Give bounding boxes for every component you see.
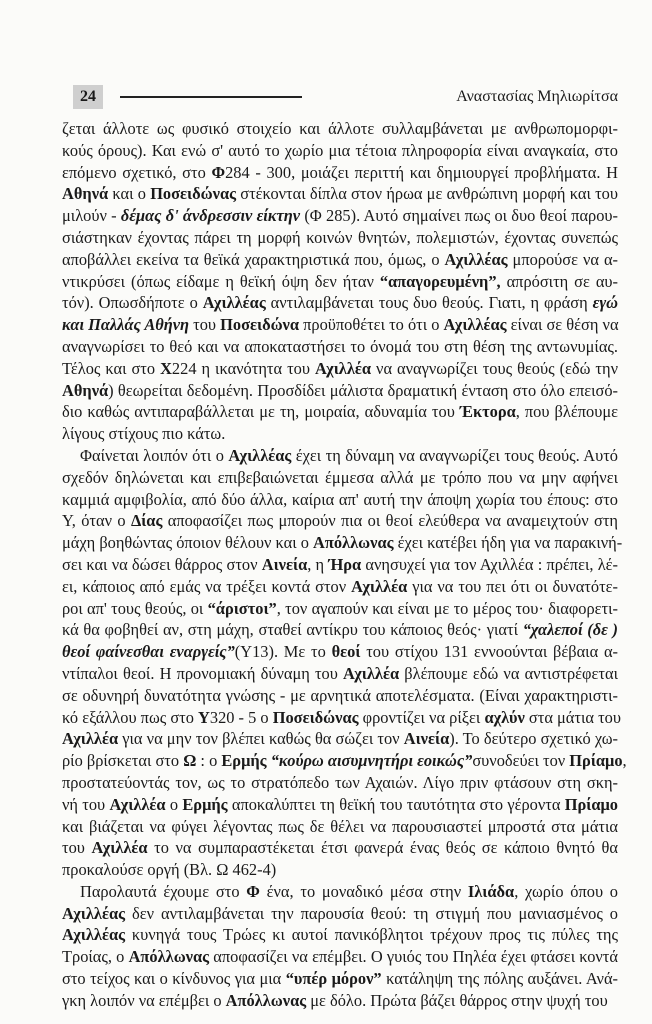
text-line xyxy=(62,445,618,467)
emphasized-text: Ποσειδώνα xyxy=(220,315,300,335)
text-line xyxy=(62,598,618,620)
text-line xyxy=(62,881,618,903)
text-line xyxy=(62,118,618,140)
text-line xyxy=(62,968,618,990)
emphasized-text: Αχιλλέας xyxy=(62,903,126,923)
text-run: σε οδυνηρή δυνατότητα γνώσης - με αρνητικά αποτελέσματα. (Είναι χαρακτηριστι- xyxy=(62,685,618,705)
text-run: αναγνωρίσει το θεό και να αποκαταστήσει το όνομά του στη θέση της αντωνυμίας. xyxy=(62,336,618,356)
text-run: ο xyxy=(165,794,183,814)
emphasized-text: Πρίαμο xyxy=(569,751,623,771)
text-line xyxy=(62,489,618,511)
text-run: και ο xyxy=(108,184,151,204)
text-line xyxy=(62,903,618,925)
text-run: , η xyxy=(307,554,329,574)
emphasized-text: “χαλεποί (δε ) xyxy=(522,620,618,640)
emphasized-text: Αχιλλέας xyxy=(202,293,266,313)
emphasized-text: Αινεία xyxy=(403,729,450,749)
text-line xyxy=(62,728,618,750)
text-line xyxy=(62,183,618,205)
text-run: 320 - 5 ο xyxy=(209,707,273,727)
text-run: του στίχου 131 εννοούνται βέβαια α- xyxy=(360,642,618,662)
text-run: το να συμπαραστέκεται έτσι φανερά ένας θεός σε κάποιο θνητό θα xyxy=(147,838,618,858)
text-run: έχει τη δύναμη να αναγνωρίζει τους θεούς. Αυτό xyxy=(291,445,618,465)
text-run: κυνηγά τους Τρώες κι αυτοί πανικόβλητοι τρέχουν προς τις πύλες της xyxy=(125,925,618,945)
text-line xyxy=(62,946,618,968)
text-line xyxy=(62,663,618,685)
text-run: αποβάλλει εκείνα τα θεϊκά χαρακτηριστικά που, όμως, ο xyxy=(62,249,445,269)
text-run: κό εξάλλου πως στο xyxy=(62,707,199,727)
text-run: Τέλος και στο xyxy=(62,358,161,378)
text-run: προκαλούσε οργή (Βλ. Ω 462-4) xyxy=(62,860,277,880)
text-run: αποφασίζει να επέμβει. Ο γυιός του Πηλέα έχει φτάσει κοντά xyxy=(209,947,618,967)
text-line xyxy=(62,641,618,663)
emphasized-text: Ποσειδώνας xyxy=(272,707,359,727)
emphasized-text: Αχιλλέας xyxy=(62,925,126,945)
text-run: καμμιά αμφιβολία, από δύο άλλα, καίρια απ' αυτή την άποψη χωρία του έπους: στο xyxy=(62,489,618,509)
text-line xyxy=(62,336,618,358)
text-run: Παρολαυτά έχουμε στο xyxy=(80,881,247,901)
emphasized-text: Αινεία xyxy=(261,554,308,574)
text-run: δεν αντιλαμβάνεται την παρουσία θεού: τη στιγμή που μανιασμένος ο xyxy=(125,903,618,923)
text-run: , που βλέπουμε xyxy=(515,402,618,422)
emphasized-text: Αθηνά xyxy=(62,184,109,204)
text-line xyxy=(62,707,621,729)
emphasized-text: Αθηνά xyxy=(62,380,109,400)
text-run: συνοδεύει τον xyxy=(472,751,570,771)
emphasized-text: Αχιλλέας xyxy=(228,445,292,465)
emphasized-text: Υ xyxy=(198,707,210,727)
text-line xyxy=(62,140,618,162)
text-run: επόμενο σχετικό, στο xyxy=(62,162,212,182)
text-run: να αναγνωρίζει τους θεούς (εδώ την xyxy=(371,358,618,378)
text-run: ρίο βρίσκεται στο xyxy=(62,751,184,771)
text-run: είναι σε θέση να xyxy=(506,315,619,335)
text-line xyxy=(62,750,627,772)
text-run: ντίπαλοι θεοί. Η προνομιακή δύναμη του xyxy=(62,663,344,683)
text-line xyxy=(62,510,618,532)
emphasized-text: “κούρω αισυμνητήρι εοικώς” xyxy=(270,751,473,771)
text-line xyxy=(62,423,618,445)
text-run: απρόσιτη σε αυ- xyxy=(500,271,618,291)
text-run: μάχη βοηθώντας όποιον θέλουν και ο xyxy=(62,533,314,553)
text-run: , τον αγαπούν και είναι με το μέρος του· διαφορετι- xyxy=(276,598,618,618)
text-run: (Υ13). Με το xyxy=(234,642,332,662)
text-run: του xyxy=(62,838,92,858)
text-run: : ο xyxy=(196,751,222,771)
text-line xyxy=(62,467,618,489)
emphasized-text: Ερμής xyxy=(221,751,267,771)
emphasized-text: εγώ xyxy=(592,293,618,313)
text-run: του xyxy=(189,315,221,335)
emphasized-text: “απαγορευμένη”, xyxy=(379,271,501,291)
text-run: ανησυχεί για τον Αχιλλέα : πρέπει, λέ- xyxy=(361,554,618,574)
emphasized-text: Αχιλλέας xyxy=(444,249,508,269)
text-run: και βιάζεται να φύγει λέγοντας πως δε θέλει να παρουσιαστεί μπροστά στα μάτια xyxy=(62,816,618,836)
text-run: κούς όρους). Και ενώ σ' αυτό το χωρίο μια τέτοια πληροφορία είναι αναγκαία, στο xyxy=(62,140,618,160)
text-line xyxy=(62,685,618,707)
text-run: Φαίνεται λοιπόν ότι ο xyxy=(80,445,229,465)
text-run: Τροίας, ο xyxy=(62,947,129,967)
text-run: ένα, το μοναδικό μέσα στην xyxy=(259,881,468,901)
emphasized-text: Χ xyxy=(160,358,172,378)
text-run: νή του xyxy=(62,794,110,814)
text-run: ζεται άλλοτε ως φυσικό στοιχείο και άλλοτε συλλαμβάνεται με ανθρωπομορφι- xyxy=(62,119,618,138)
text-run: βλέπουμε εδώ να αντιστρέφεται xyxy=(399,663,618,683)
emphasized-text: Αχιλλέα xyxy=(314,358,372,378)
emphasized-text: Αχιλλέα xyxy=(343,663,400,683)
text-run: τόν). Οπωσδήποτε ο xyxy=(62,293,203,313)
text-run: στα μάτια του xyxy=(524,707,621,727)
text-run: προστατεύοντάς τον, ως το στρατόπεδο των Αχαιών. Λίγο πριν φτάσουν στη σκη- xyxy=(62,772,618,792)
text-line xyxy=(62,576,618,598)
text-line xyxy=(62,532,623,554)
text-line xyxy=(62,837,618,859)
text-line xyxy=(62,794,618,816)
text-run: μπορούσε να α- xyxy=(507,249,618,269)
text-run: για να του πει ότι οι δυνατότε- xyxy=(407,576,619,596)
emphasized-text: και Παλλάς Αθήνη xyxy=(62,315,190,335)
text-run: ) θεωρείται δεδομένη. Προσδίδει μάλιστα δραματική ένταση στο όλο επεισό- xyxy=(108,380,618,400)
emphasized-text: Ιλιάδα xyxy=(467,881,515,901)
text-run: αντιλαμβάνεται τους δυο θεούς. Γιατι, η φράση xyxy=(265,293,593,313)
text-run: ντικρύσει (όπως είδαμε η θεϊκή όψη δεν ήταν xyxy=(62,271,380,291)
text-line xyxy=(62,816,618,838)
text-run: στέκονται δίπλα στον ήρωα με ανθρώπινη μορφή και του xyxy=(236,184,618,204)
text-line xyxy=(62,924,618,946)
text-run: γκη λοιπόν να επέμβει ο xyxy=(62,990,226,1010)
text-line xyxy=(62,249,618,271)
text-run: με δόλο. Πρώτα βάζει θάρρος στην ψυχή του xyxy=(306,990,608,1010)
emphasized-text: Απόλλωνας xyxy=(225,990,307,1010)
emphasized-text: Αχιλλέας xyxy=(443,315,507,335)
emphasized-text: Φ xyxy=(246,881,260,901)
text-run: σιάστηκαν έχοντας πάρει τη μορφή κοινών θνητών, πολεμιστών, έχοντας συνεπώς xyxy=(62,227,618,247)
emphasized-text: Πρίαμο xyxy=(564,794,618,814)
emphasized-text: Αχιλλέα xyxy=(351,576,408,596)
text-run: ). Το δεύτερο σχετικό χω- xyxy=(449,729,618,749)
header-rule xyxy=(120,96,302,98)
body-text xyxy=(62,118,627,1012)
emphasized-text: θεοί xyxy=(331,642,361,662)
emphasized-text: Ερμής xyxy=(182,794,228,814)
emphasized-text: Απόλλωνας xyxy=(128,947,210,967)
emphasized-text: Φ xyxy=(211,162,226,182)
text-run: αποφασίζει πως μπορούν πια οι θεοί ελεύθερα να αναμειχτούν στη xyxy=(162,511,618,531)
text-run: κατάληψη της πόλης αυξάνει. Ανά- xyxy=(381,969,618,989)
text-run: σει και να δώσει θάρρος στον xyxy=(62,554,262,574)
text-line xyxy=(62,358,618,380)
text-run: για να μην τον βλέπει καθώς θα σώζει τον xyxy=(118,729,404,749)
text-line xyxy=(62,162,618,184)
text-run: ροι απ' τους θεούς, οι xyxy=(62,598,208,618)
text-line xyxy=(62,205,618,227)
text-run: 284 - 300, μοιάζει περιττή και δημιουργεί προβλήματα. Η xyxy=(225,162,618,182)
text-line xyxy=(62,772,618,794)
emphasized-text: Έκτορα xyxy=(459,402,516,422)
text-run: μιλούν - xyxy=(62,206,121,226)
text-run: προϋποθέτει το ότι ο xyxy=(299,315,444,335)
text-run: , χωρίο όπου ο xyxy=(514,881,619,901)
emphasized-text: αχλύν xyxy=(484,707,525,727)
emphasized-text: Δίας xyxy=(130,511,163,531)
text-run: ει, κάποιος από εμάς να τρέξει κοντά στον xyxy=(62,576,352,596)
text-run: φροντίζει να ρίξει xyxy=(358,707,485,727)
emphasized-text: Αχιλλέα xyxy=(62,729,119,749)
text-line xyxy=(62,314,618,336)
text-line xyxy=(62,271,618,293)
text-line xyxy=(62,292,618,314)
emphasized-text: Απόλλωνας xyxy=(313,533,394,553)
text-line xyxy=(62,619,618,641)
emphasized-text: Ήρα xyxy=(328,554,362,574)
emphasized-text: Αχιλλέα xyxy=(109,794,166,814)
text-line xyxy=(62,380,618,402)
text-run: , xyxy=(622,751,627,771)
text-line xyxy=(62,554,618,576)
text-run: αποκαλύπτει τη θεϊκή του ταυτότητα στο γέροντα xyxy=(227,794,565,814)
text-run: λίγους στίχους πιο κάτω. xyxy=(62,424,226,444)
emphasized-text: Ω xyxy=(183,751,197,771)
text-line xyxy=(62,227,618,249)
text-run: διο καθώς αντιπαραβάλλεται με τη, μοιραία, αδυναμία του xyxy=(62,402,460,422)
text-run: κά θα φοβηθεί αν, στη μάχη, σταθεί αντίκρυ του κάποιος θεός· γιατί xyxy=(62,620,523,640)
text-run: στο τείχος και ο κίνδυνος για μια xyxy=(62,969,286,989)
text-run: έχει κατέβει ήδη για να παρακινή- xyxy=(393,533,623,553)
emphasized-text: Ποσειδώνας xyxy=(150,184,237,204)
text-run: σχεδόν δηλώνεται και επιβεβαιώνεται έμμεσα αλλά με τρόπο που να μην αφήνει xyxy=(62,467,618,487)
text-run: Υ, όταν ο xyxy=(62,511,131,531)
text-line xyxy=(62,401,618,423)
emphasized-text: δέμας δ' άνδρεσσιν είκτην xyxy=(120,206,301,226)
page-number: 24 xyxy=(73,85,103,109)
emphasized-text: “υπέρ μόρον” xyxy=(285,969,382,989)
text-line xyxy=(62,859,618,881)
emphasized-text: Αχιλλέα xyxy=(91,838,148,858)
text-run: 224 η ικανότητα του xyxy=(171,358,315,378)
running-head-author: Αναστασίας Μηλιωρίτσα xyxy=(456,88,618,105)
text-run: (Φ 285). Αυτό σημαίνει πως οι δυο θεοί παρου- xyxy=(300,206,619,226)
emphasized-text: “άριστοι” xyxy=(207,598,277,618)
text-line xyxy=(62,990,618,1012)
emphasized-text: θεοί φαίνεσθαι εναργείς” xyxy=(62,642,235,662)
